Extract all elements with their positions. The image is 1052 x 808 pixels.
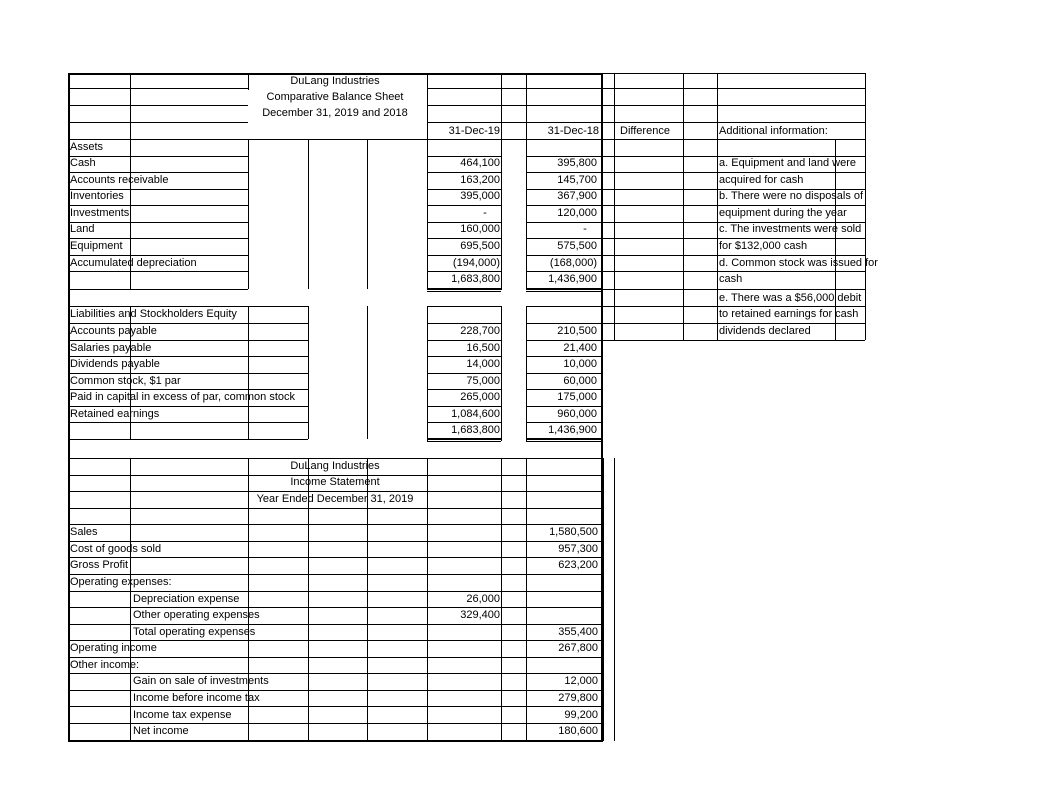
gain-label: Gain on sale of investments: [133, 675, 269, 687]
is-period: Year Ended December 31, 2019: [256, 493, 414, 505]
asset-label: Investments: [70, 207, 130, 219]
additional-info-line: a. Equipment and land were: [719, 157, 856, 169]
grid-line: [501, 508, 502, 741]
grid-line: [526, 441, 601, 442]
depreciation-label: Depreciation expense: [133, 593, 240, 605]
assets-heading: Assets: [70, 141, 104, 153]
cogs-value: 957,300: [558, 543, 598, 555]
asset-label: Equipment: [70, 240, 123, 252]
asset-label: Cash: [70, 157, 96, 169]
grid-line: [717, 73, 718, 140]
grid-line: [614, 73, 615, 140]
liability-2019: 16,500: [466, 342, 500, 354]
grid-line: [526, 291, 601, 292]
grid-line: [68, 289, 248, 290]
asset-label: Inventories: [70, 190, 124, 202]
asset-label: Accumulated depreciation: [70, 257, 197, 269]
gross-profit-value: 623,200: [558, 559, 598, 571]
income-before-tax-value: 279,800: [558, 692, 598, 704]
asset-2019: 160,000: [460, 223, 500, 235]
asset-label: Accounts receivable: [70, 174, 169, 186]
gain-value: 12,000: [564, 675, 598, 687]
liab-total-2019: 1,683,800: [451, 424, 500, 436]
grid-line: [367, 508, 368, 741]
grid-line: [68, 557, 601, 558]
grid-line: [603, 105, 865, 106]
grid-line: [427, 139, 601, 140]
liability-2018: 175,000: [557, 391, 597, 403]
assets-total-2019: 1,683,800: [451, 273, 500, 285]
additional-info-line: d. Common stock was issued for: [719, 257, 878, 269]
liability-2019: 1,084,600: [451, 408, 500, 420]
cogs-label: Cost of goods sold: [70, 543, 162, 555]
grid-line: [526, 438, 601, 440]
grid-line: [68, 122, 248, 123]
asset-2018: 120,000: [557, 207, 597, 219]
grid-line: [427, 122, 601, 123]
liabilities-heading: Liabilities and Stockholders Equity: [70, 308, 237, 320]
tax-label: Income tax expense: [133, 709, 232, 721]
grid-line: [526, 458, 527, 508]
grid-line: [683, 139, 684, 340]
liability-label: Paid in capital in excess of par, common stock: [70, 391, 295, 403]
gross-profit-label: Gross Profit: [70, 559, 129, 571]
asset-2018: 575,500: [557, 240, 597, 252]
grid-line: [501, 458, 502, 508]
other-income-heading: Other income:: [70, 659, 140, 671]
header-2019: 31-Dec-19: [448, 125, 500, 137]
grid-line: [683, 73, 684, 140]
liability-2018: 60,000: [563, 375, 597, 387]
total-opex-label: Total operating expenses: [133, 626, 256, 638]
grid-line: [614, 139, 615, 340]
liability-label: Accounts payable: [70, 325, 157, 337]
operating-income-label: Operating income: [70, 642, 157, 654]
grid-line: [68, 706, 601, 707]
grid-line: [68, 508, 601, 509]
grid-line: [68, 88, 248, 89]
grid-line: [526, 139, 527, 290]
assets-total-2018: 1,436,900: [548, 273, 597, 285]
grid-line: [427, 441, 501, 442]
grid-line: [248, 306, 249, 439]
liability-label: Retained earnings: [70, 408, 160, 420]
asset-2018: 395,800: [557, 157, 597, 169]
grid-line: [526, 73, 527, 139]
additional-info-line: cash: [719, 273, 743, 285]
operating-income-value: 267,800: [558, 642, 598, 654]
asset-2019: 163,200: [460, 174, 500, 186]
liability-2019: 14,000: [466, 358, 500, 370]
asset-2018: -: [583, 223, 587, 235]
net-income-value: 180,600: [558, 725, 598, 737]
grid-line: [68, 439, 308, 440]
is-title: Income Statement: [290, 476, 380, 488]
bs-date: December 31, 2019 and 2018: [262, 107, 408, 119]
total-opex-value: 355,400: [558, 626, 598, 638]
grid-line: [865, 73, 866, 140]
opex-heading: Operating expenses:: [70, 576, 172, 588]
grid-line: [427, 291, 501, 292]
asset-2019: -: [483, 207, 487, 219]
grid-line: [603, 289, 865, 290]
grid-line: [603, 122, 865, 123]
grid-line: [68, 740, 603, 742]
asset-2018: 367,900: [557, 190, 597, 202]
depreciation-value: 26,000: [466, 593, 500, 605]
grid-line: [501, 139, 502, 290]
additional-info-line: e. There was a $56,000 debit: [719, 292, 862, 304]
asset-2019: 695,500: [460, 240, 500, 252]
additional-info-line: acquired for cash: [719, 174, 804, 186]
grid-line: [427, 288, 501, 290]
liability-2018: 210,500: [557, 325, 597, 337]
asset-2019: 464,100: [460, 157, 500, 169]
grid-line: [427, 88, 601, 89]
is-company: DuLang Industries: [290, 460, 380, 472]
grid-line: [603, 73, 865, 74]
grid-line: [130, 73, 131, 156]
net-income-label: Net income: [133, 725, 189, 737]
grid-line: [308, 139, 309, 289]
liability-2019: 75,000: [466, 375, 500, 387]
tax-value: 99,200: [564, 709, 598, 721]
asset-2018: 145,700: [557, 174, 597, 186]
asset-2019: (194,000): [452, 257, 500, 269]
asset-label: Land: [70, 223, 95, 235]
liability-2018: 960,000: [557, 408, 597, 420]
sales-label: Sales: [70, 526, 98, 538]
grid-line: [308, 508, 309, 741]
grid-line: [526, 306, 601, 307]
grid-line: [68, 271, 248, 272]
bs-title: Comparative Balance Sheet: [266, 91, 404, 103]
grid-line: [68, 524, 601, 525]
grid-line: [68, 422, 308, 423]
grid-line: [68, 657, 601, 658]
grid-line: [865, 139, 866, 340]
liability-2018: 10,000: [563, 358, 597, 370]
grid-line: [603, 458, 604, 741]
grid-line: [717, 139, 718, 340]
liability-label: Dividends payable: [70, 358, 160, 370]
additional-info-line: for $132,000 cash: [719, 240, 808, 252]
asset-2018: (168,000): [549, 257, 597, 269]
additional-info-line: b. There were no disposals of: [719, 190, 864, 202]
grid-line: [68, 222, 248, 223]
grid-line: [427, 306, 501, 307]
grid-line: [526, 288, 601, 290]
grid-line: [603, 139, 865, 140]
grid-line: [427, 438, 501, 440]
additional-info-line: to retained earnings for cash: [719, 308, 859, 320]
grid-line: [367, 306, 368, 439]
header-additional-info: Additional information:: [719, 125, 828, 137]
grid-line: [427, 105, 601, 106]
additional-info-line: equipment during the year: [719, 207, 847, 219]
bs-company: DuLang Industries: [290, 75, 380, 87]
additional-info-line: c. The investments were sold: [719, 223, 862, 235]
header-2018: 31-Dec-18: [547, 125, 599, 137]
grid-line: [248, 73, 249, 90]
sales-value: 1,580,500: [549, 526, 598, 538]
header-difference: Difference: [620, 125, 670, 137]
grid-line: [603, 88, 865, 89]
other-opex-value: 329,400: [460, 609, 500, 621]
grid-line: [248, 139, 249, 289]
other-opex-label: Other operating expenses: [133, 609, 260, 621]
grid-line: [501, 73, 502, 139]
liability-label: Salaries payable: [70, 342, 152, 354]
grid-line: [501, 306, 502, 441]
grid-line: [603, 340, 865, 341]
grid-line: [427, 624, 501, 625]
grid-line: [601, 139, 602, 290]
liability-label: Common stock, $1 par: [70, 375, 181, 387]
liability-2018: 21,400: [563, 342, 597, 354]
liability-2019: 228,700: [460, 325, 500, 337]
grid-line: [130, 458, 131, 508]
liab-total-2018: 1,436,900: [548, 424, 597, 436]
additional-info-line: dividends declared: [719, 325, 811, 337]
grid-line: [614, 458, 615, 741]
income-before-tax-label: Income before income tax: [133, 692, 260, 704]
grid-line: [367, 139, 368, 289]
liability-2019: 265,000: [460, 391, 500, 403]
grid-line: [308, 306, 309, 439]
asset-2019: 395,000: [460, 190, 500, 202]
